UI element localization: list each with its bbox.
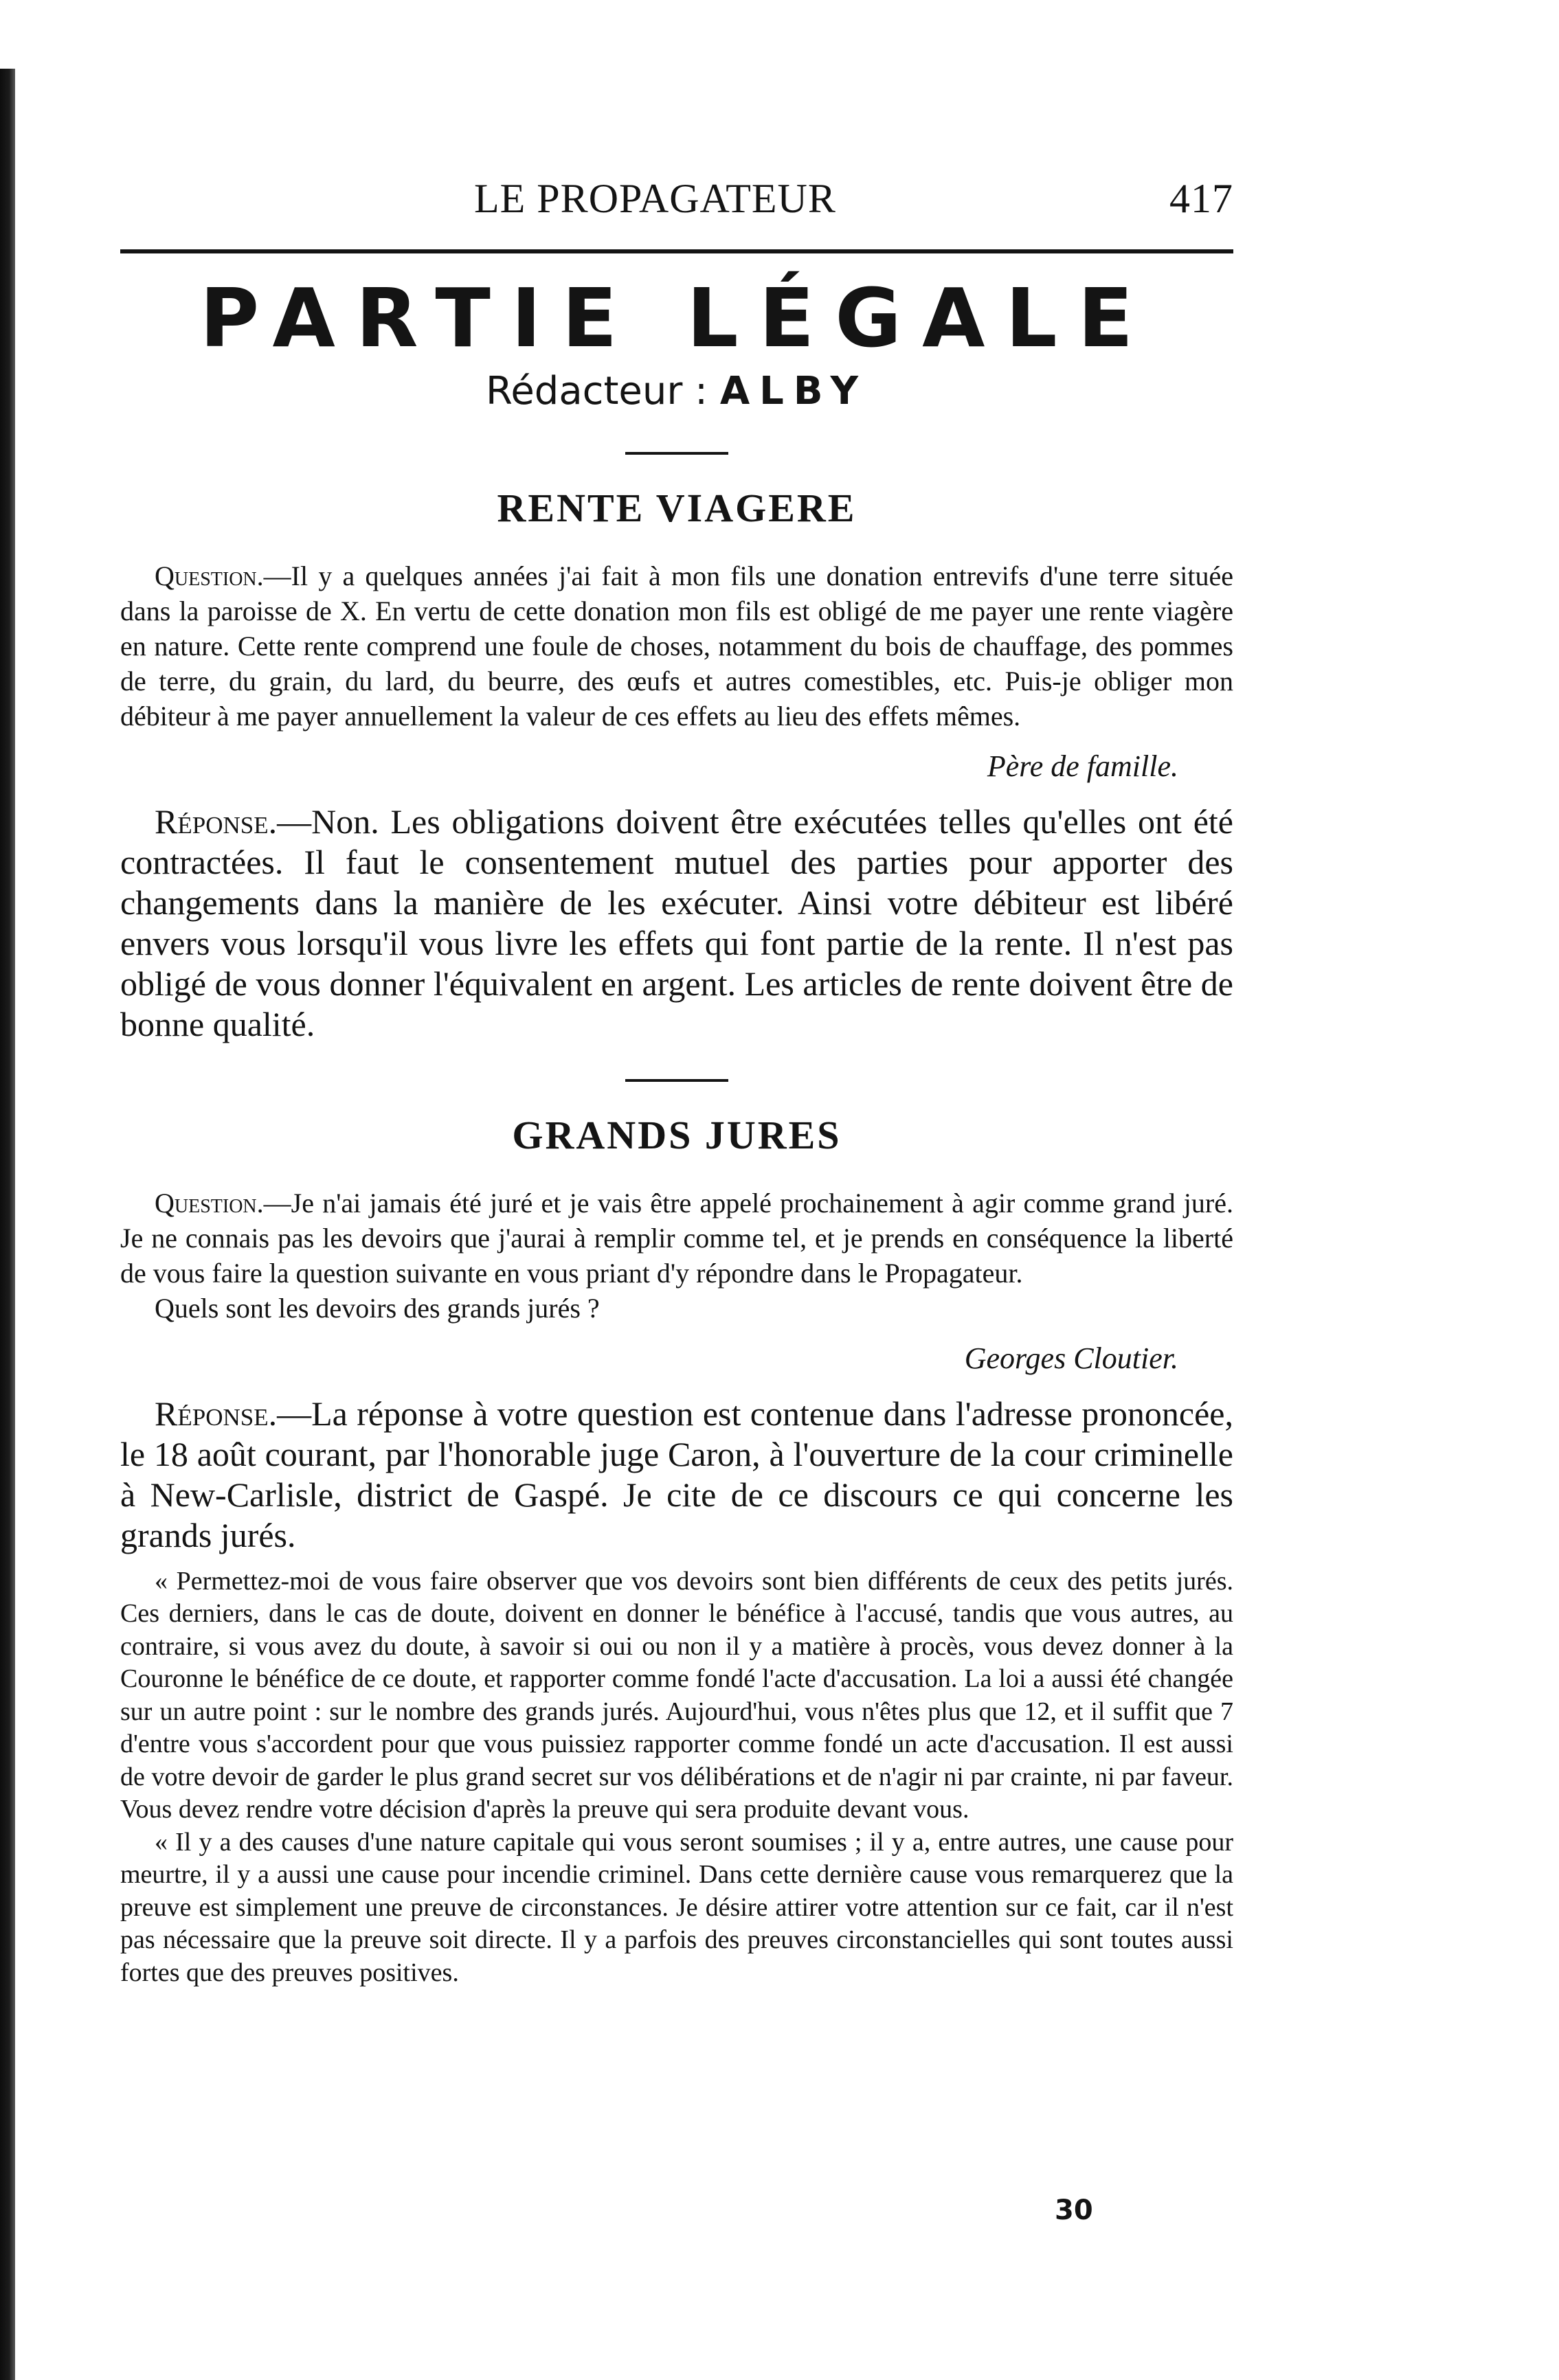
question-text: —Il y a quelques années j'ai fait à mon fils une donation entrevifs d'une terre située dans la paroisse de X. En vertu de cette donation mon fils est obligé de me payer une rente viagère en nature. Cette rente comprend une foule de choses, notamment du bois de chauffage, des pommes de terre, du grain, du lard, du beurre, des œufs et autres comestibles, etc. Puis-je obliger mon débiteur à me payer annuellement la valeur de ces effets au lieu des effets mêmes. [120,560,1233,732]
question-text: —Je n'ai jamais été juré et je vais être appelé prochainement à agir comme grand juré. Je ne connais pas les devoirs que j'aurai à remplir comme tel, et je prends en conséquence la liberté de vous faire la question suivante en vous priant d'y répondre dans le Propagateur. [120,1187,1233,1289]
editor-label: Rédacteur : [485,368,708,413]
answer-text: —Non. Les obligations doivent être exécutées telles qu'elles ont été contractées. Il faut le consentement mutuel des parties pour apporter des changements dans la manière de les exécuter. Ainsi votre débiteur est libéré envers vous lorsqu'il vous livre les effets qui font partie de la rente. Il n'est pas obligé de vous donner l'équivalent en argent. Les articles de rente doivent être de bonne qualité. [120,802,1233,1043]
answer-lead: Réponse. [155,802,278,841]
question-followup: Quels sont les devoirs des grands jurés ? [155,1292,600,1324]
answer-paragraph [120,802,1233,1045]
page-content [120,175,1233,1989]
page-number: 417 [1169,176,1233,221]
section-divider [625,452,728,455]
question-paragraph [120,558,1233,734]
running-head [120,175,1233,230]
book-spine-shadow [0,69,15,2380]
answer-text: —La réponse à votre question est contenue dans l'adresse prononcée, le 18 août courant, par l'honorable juge Caron, à l'ouverture de la cour criminelle à New-Carlisle, district de Gaspé. Je cite de ce discours ce qui concerne les grands jurés. [120,1394,1233,1554]
header-rule [120,249,1233,253]
question-lead: Question. [155,1187,264,1219]
question-paragraph [120,1186,1233,1291]
quotation-paragraph: « Permettez-moi de vous faire observer que vos devoirs sont bien différents de ceux des petits jurés. Ces derniers, dans le cas de doute, doivent en donner le bénéfice à l'accusé, tandis que vous autres, au contraire, si vous avez du doute, à savoir si oui ou non il y a matière à procès, vous devez donner à la Couronne le bénéfice de ce doute, et rapporter comme fondé l'acte d'accusation. La loi a aussi été changée sur un autre point : sur le nombre des grands jurés. Aujourd'hui, vous n'êtes plus que 12, et il suffit que 7 d'entre vous s'accordent pour que vous puissiez rapporter comme fondé un acte d'accusation. Il est aussi de votre devoir de garder le plus grand secret sur vos délibérations et de n'agir ni par crainte, ni par faveur. Vous devez rendre votre décision d'après la preuve qui sera produite devant vous. [120,1566,1233,1824]
article-title-grands-jures: GRANDS JURES [512,1112,842,1157]
editor-name: ALBY [719,368,868,413]
editor-line [120,369,1233,413]
section-title: PARTIE LÉGALE [199,271,1154,365]
question-signature: Georges Cloutier. [964,1341,1178,1375]
quotation-paragraph: « Il y a des causes d'une nature capitale qui vous seront soumises ; il y a, entre autres, une cause pour meurtre, il y a aussi une cause pour incendie criminel. Dans cette dernière cause vous remarquerez que la preuve est simplement une preuve de circonstances. Je désire attirer votre attention sur ce fait, car il n'est pas nécessaire que la preuve soit directe. Il y a parfois des preuves circonstancielles qui sont toutes aussi fortes que des preuves positives. [120,1827,1233,1987]
question-signature: Père de famille. [987,749,1178,783]
article-divider [625,1079,728,1082]
article-title-rente-viagere: RENTE VIAGERE [497,485,857,530]
answer-paragraph [120,1394,1233,1556]
answer-lead: Réponse. [155,1394,278,1433]
running-title: LE PROPAGATEUR [474,176,836,221]
question-lead: Question. [155,560,264,591]
signature-mark: 30 [1055,2195,1093,2226]
